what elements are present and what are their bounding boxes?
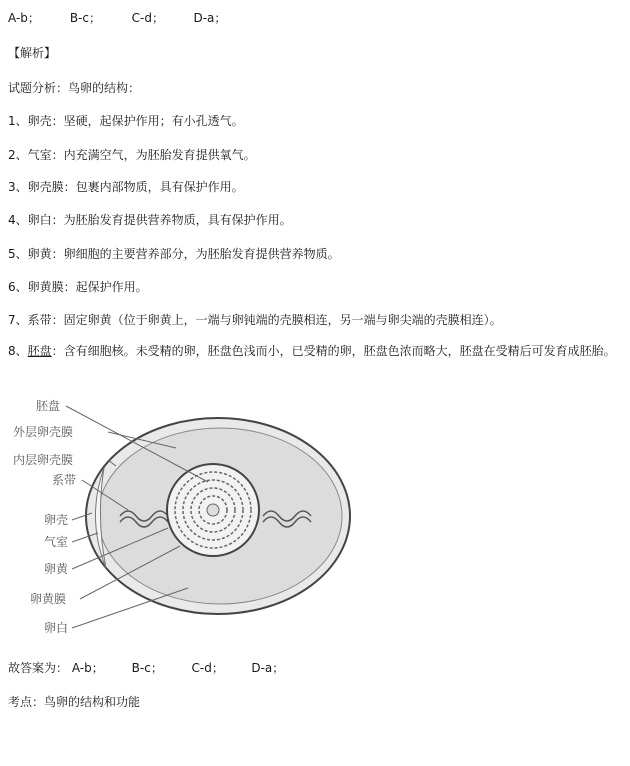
answer-b: B-c； (69, 11, 101, 25)
label-chalaza: 系带 (52, 473, 77, 487)
final-answer-b: B-c； (131, 661, 163, 675)
item-6: 6、卵黄膜：起保护作用。 (8, 280, 148, 294)
item-2: 2、气室：内充满空气，为胚胎发育提供氧气。 (8, 148, 256, 162)
item-1: 1、卵壳：坚硬，起保护作用；有小孔透气。 (8, 114, 244, 128)
item-8-term: 胚盘 (27, 344, 52, 358)
final-answer-line (8, 660, 284, 676)
item-5: 5、卵黄：卵细胞的主要营养部分，为胚胎发育提供营养物质。 (8, 247, 340, 261)
label-albumen: 卵白 (44, 621, 69, 635)
answer-d: D-a； (193, 11, 227, 25)
label-outer-shell-membrane: 外层卵壳膜 (13, 425, 74, 439)
final-answer-c: C-d； (191, 661, 224, 675)
item-7: 7、系带：固定卵黄（位于卵黄上，一端与卵钝端的壳膜相连，另一端与卵尖端的壳膜相连）。 (8, 313, 502, 327)
item-8 (8, 344, 620, 358)
label-air-cell: 气室 (44, 535, 69, 549)
answer-a: A-b； (8, 11, 40, 25)
answer-options-top (8, 10, 226, 26)
item-4: 4、卵白：为胚胎发育提供营养物质，具有保护作用。 (8, 213, 292, 227)
label-yolk: 卵黄 (44, 562, 69, 576)
item-8-prefix: 8、 (8, 344, 28, 358)
label-shell: 卵壳 (44, 513, 69, 527)
answer-c: C-d； (131, 11, 164, 25)
final-answer-prefix: 故答案为： (8, 661, 69, 675)
label-vitelline-membrane: 卵黄膜 (30, 592, 67, 606)
final-answer-a: A-b； (71, 661, 104, 675)
final-answer-d: D-a； (251, 661, 285, 675)
section-heading: 【解析】 (8, 46, 57, 60)
kaodian-line: 考点：鸟卵的结构和功能 (8, 695, 141, 709)
intro-text: 试题分析：鸟卵的结构： (8, 81, 141, 95)
egg-yolk (167, 464, 259, 556)
label-blastodisc: 胚盘 (36, 399, 61, 413)
item-3: 3、卵壳膜：包裹内部物质，具有保护作用。 (8, 180, 244, 194)
label-inner-shell-membrane: 内层卵壳膜 (13, 453, 74, 467)
egg-structure-diagram (8, 388, 353, 643)
item-8-text: ：含有细胞核。未受精的卵，胚盘色浅而小，已受精的卵，胚盘色浓而略大，胚盘在受精后可发育成胚胎。 (51, 344, 616, 358)
